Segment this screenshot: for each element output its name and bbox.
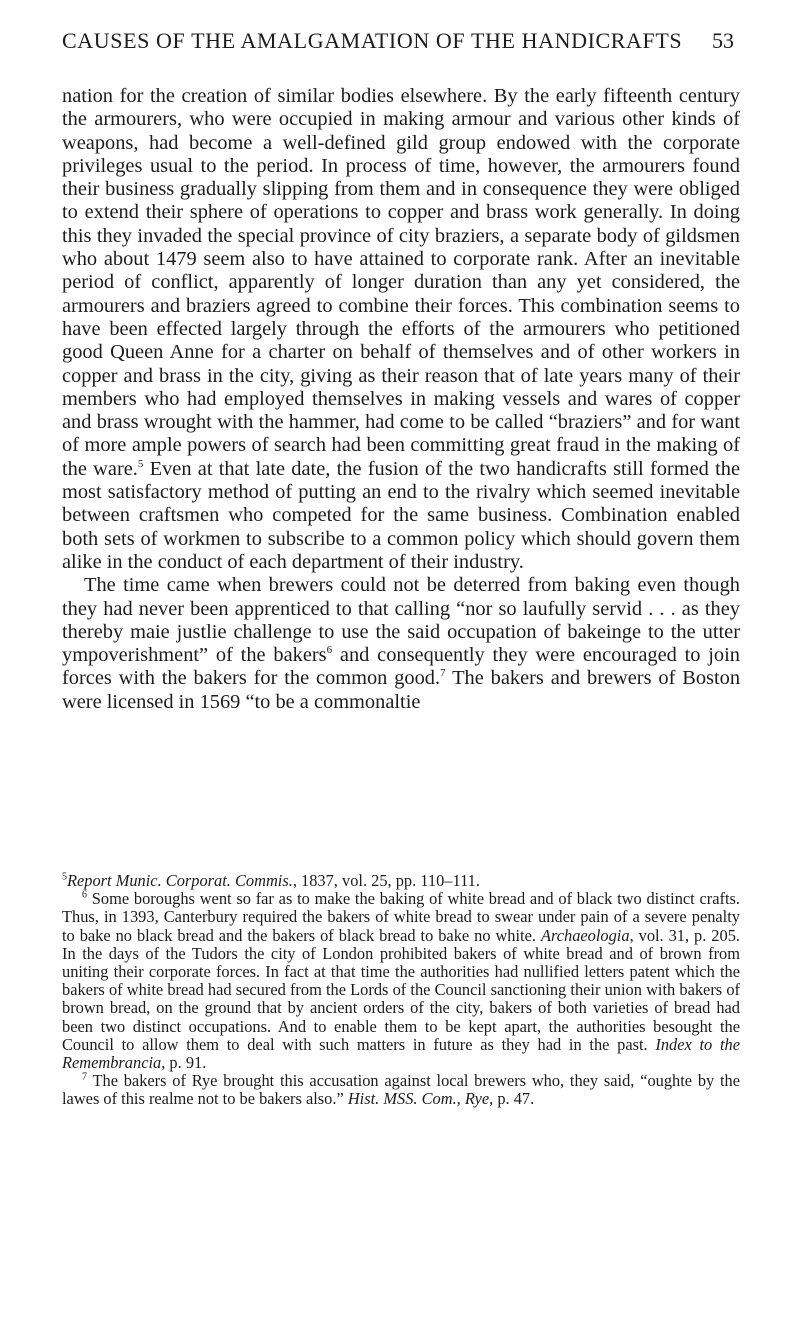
footnote-number: 6 [82,889,87,901]
footnote-text: The bakers of Rye brought this accusation against local brewers who, they said, “oughte by the lawes of this realme not to be bakers also.” [62,1071,741,1109]
footnote-source: Archaeologia [540,925,630,945]
footnote-ref: 7 [440,667,446,680]
footnote-text: , vol. 31, p. 205. In the days of the Tudors the city of London prohibited bakers of white bread and of brown from uniting their corporate forces. In fact at that time the authorities had nullified letters patent which the bakers of white bread had secured from the Lords of the Council sanctioning their union with bakers of brown bread, on the ground that by ancient orders of the city, bakers of both varieties of bread had been two distinct occupations. And to enable them to be kept apart, the authorities besought the Council to allow them to deal with such matters in future as they had in the past. [62,925,740,1054]
body-text [62,85,740,714]
footnotes [62,872,740,1109]
page-number: 53 [712,28,734,53]
running-head [62,28,734,54]
paragraph-text: The bakers and brewers of Boston were licensed in 1569 “to be a commonaltie [62,667,741,713]
footnote-source: Report Munic. Corporat. Commis. [67,871,293,890]
footnote-text: , 1837, vol. 25, pp. 110–111. [292,871,480,890]
running-title: CAUSES OF THE AMALGAMATION OF THE HANDICRAFTS [62,28,683,53]
footnote-text: Some boroughs went so far as to make the baking of white bread and of black two distinct crafts. Thus, in 1393, Canterbury required the bakers of white bread to swear under pain of a severe penalty to bake no black bread and the bakers of black bread to bake no white. [62,889,740,945]
footnote-ref: 6 [326,644,333,657]
paragraph [62,85,740,574]
footnote-number: 7 [82,1071,87,1083]
paragraph-text: and consequently they were encouraged to join forces with the bakers for the common good. [62,644,740,690]
footnote-5 [62,872,740,890]
paragraph-text: The time came when brewers could not be deterred from baking even though they had never been apprenticed to that calling “nor so laufully servid . . . as they thereby maie justlie challenge to use the said occupation of bakeinge to the utter ympoverishment” of the bakers [62,574,740,667]
footnote-6 [62,890,740,1072]
footnote-text: , p. 91. [161,1053,207,1073]
footnote-ref: 5 [137,457,144,470]
footnote-source: Index to the Remembrancia [62,1034,741,1073]
paragraph-text: nation for the creation of similar bodies elsewhere. By the early fifteenth century the armourers, who were occupied in making armour and various other kinds of weapons, had become a well-defined gild group endowed with the corporate privileges usual to the period. In process of time, however, the armourers found their business gradually slipping from them and in consequence they were obliged to extend their sphere of operations to copper and brass work generally. In doing this they invaded the special province of city braziers, a separate body of gildsmen who about 1479 seem also to have attained to corporate rank. After an inevitable period of conflict, apparently of longer duration than any yet considered, the armourers and braziers agreed to combine their forces. This combination seems to have been effected largely through the efforts of the armourers who petitioned good Queen Anne for a charter on behalf of themselves and of other workers in copper and brass in the city, giving as their reason that of late years many of their members who had employed themselves in making vessels and wares of copper and brass wrought with the hammer, had come to be called “braziers” and for want of more ample powers of search had been committing great fraud in the making of the ware. [62,85,740,480]
footnote-text: , p. 47. [489,1089,535,1109]
footnote-number: 5 [62,871,67,883]
paragraph-text: Even at that late date, the fusion of the two handicrafts still formed the most satisfactory method of putting an end to the rivalry which seemed inevitable between craftsmen who competed for the same business. Combination enabled both sets of workmen to subscribe to a common policy which should govern them alike in the conduct of each department of their industry. [62,457,740,573]
paragraph [62,574,740,714]
footnote-source: Hist. MSS. Com., Rye [347,1089,490,1109]
footnote-7 [62,1072,740,1108]
